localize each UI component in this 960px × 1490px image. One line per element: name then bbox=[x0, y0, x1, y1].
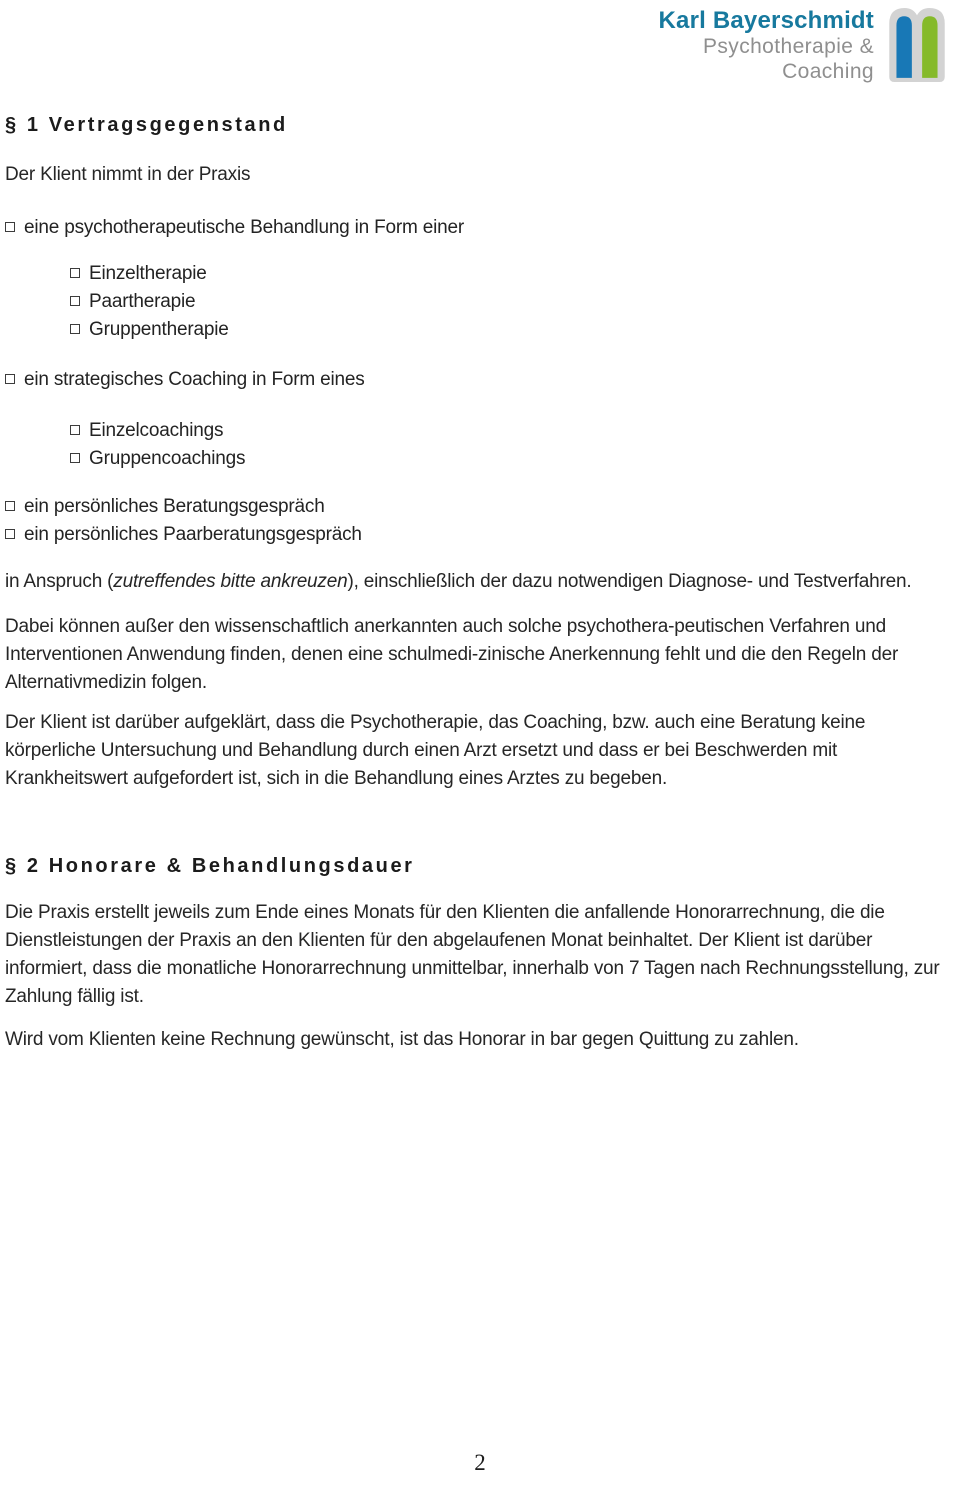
logo-wordmark bbox=[659, 6, 875, 84]
option-label: Gruppencoachings bbox=[89, 448, 246, 469]
section-2-heading: § 2 Honorare & Behandlungsdauer bbox=[5, 855, 415, 877]
option-label: ein persönliches Beratungsgespräch bbox=[24, 496, 325, 517]
closing-prefix: in Anspruch ( bbox=[5, 571, 114, 592]
checkbox-icon[interactable] bbox=[70, 268, 80, 278]
closing-italic: zutreffendes bitte ankreuzen bbox=[113, 571, 348, 592]
section-1-closing-paragraph bbox=[5, 568, 946, 596]
checkbox-icon[interactable] bbox=[5, 222, 15, 232]
section-2-paragraph-honorarrechnung: Die Praxis erstellt jeweils zum Ende eines Monats für den Klienten die anfallende Honorarrechnung, die die Dienstleistungen der Praxis an den Klienten für den abgelaufenen Monat beinhaltet. Der Klient ist darüber informiert, dass die monatliche Honorarrechnung unmittelbar, innerhalb von 7 Tagen nach Rechnungsstellung, zur Zahlung fällig ist. bbox=[5, 902, 940, 1007]
checkbox-icon[interactable] bbox=[5, 529, 15, 539]
option-label: Paartherapie bbox=[89, 291, 196, 312]
option-row-psychotherapeutische-behandlung bbox=[5, 214, 946, 242]
option-label: Einzeltherapie bbox=[89, 263, 207, 284]
option-row-gruppentherapie bbox=[70, 316, 946, 344]
closing-suffix: ), einschließlich der dazu notwendigen Diagnose- und Testverfahren. bbox=[347, 571, 912, 592]
option-row-beratungsgespraech bbox=[5, 493, 946, 521]
checkbox-icon[interactable] bbox=[70, 324, 80, 334]
logo-name: Karl Bayerschmidt bbox=[658, 7, 874, 34]
document-body bbox=[5, 112, 946, 1054]
option-row-paartherapie bbox=[70, 288, 946, 316]
section-1-paragraph-aufklaerung: Der Klient ist darüber aufgeklärt, dass die Psychotherapie, das Coaching, bzw. auch eine Beratung keine körperliche Untersuchung und Behandlung durch einen Arzt ersetzt und dass er bei Beschwerden mit Krankheitswert aufgefordert ist, sich in die Behandlung eines Arztes zu begeben. bbox=[5, 712, 866, 789]
checkbox-icon[interactable] bbox=[70, 425, 80, 435]
checkbox-icon[interactable] bbox=[5, 501, 15, 511]
option-label: ein persönliches Paarberatungsgespräch bbox=[24, 524, 362, 545]
option-label: ein strategisches Coaching in Form eines bbox=[24, 369, 365, 390]
checkbox-icon[interactable] bbox=[70, 296, 80, 306]
logo-mark-icon bbox=[888, 6, 946, 82]
option-row-paarberatungsgespraech bbox=[5, 521, 946, 549]
option-label: eine psychotherapeutische Behandlung in Form einer bbox=[24, 217, 464, 238]
option-label: Gruppentherapie bbox=[89, 319, 229, 340]
checkbox-icon[interactable] bbox=[70, 453, 80, 463]
option-row-einzelcoachings bbox=[70, 417, 946, 445]
checkbox-icon[interactable] bbox=[5, 374, 15, 384]
section-1-intro: Der Klient nimmt in der Praxis bbox=[5, 164, 251, 185]
logo-subtitle-line2: Coaching bbox=[782, 60, 874, 83]
option-row-strategisches-coaching bbox=[5, 366, 946, 394]
option-label: Einzelcoachings bbox=[89, 420, 224, 441]
section-1-heading: § 1 Vertragsgegenstand bbox=[5, 114, 288, 136]
section-2-paragraph-barzahlung: Wird vom Klienten keine Rechnung gewünscht, ist das Honorar in bar gegen Quittung zu zahlen. bbox=[5, 1029, 799, 1050]
sub-option-list-therapie bbox=[5, 260, 946, 344]
single-option-list bbox=[5, 493, 946, 549]
logo-subtitle-line1: Psychotherapie & bbox=[703, 35, 874, 58]
sub-option-list-coaching bbox=[5, 417, 946, 473]
page-number: 2 bbox=[474, 1450, 486, 1475]
option-row-einzeltherapie bbox=[70, 260, 946, 288]
letterhead bbox=[5, 0, 946, 84]
section-1-paragraph-verfahren: Dabei können außer den wissenschaftlich anerkannten auch solche psychothera-peutischen Verfahren und Interventionen Anwendung finden, denen eine schulmedi-zinische Anerkennung fehlt und die den Regeln der Alternativmedizin folgen. bbox=[5, 616, 899, 693]
option-row-gruppencoachings bbox=[70, 445, 946, 473]
